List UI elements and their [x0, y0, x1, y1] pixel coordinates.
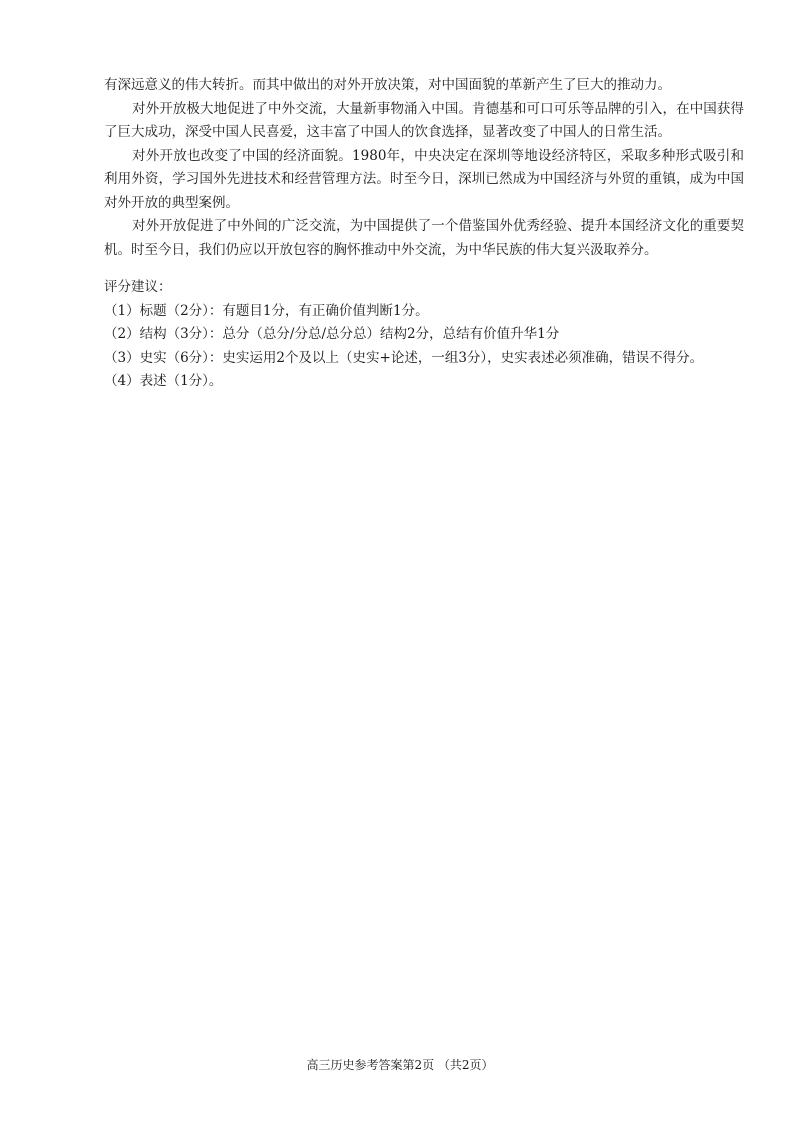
rubric-item-title: （1）标题（2分）：有题目1分，有正确价值判断1分。 [104, 302, 429, 319]
answer-content [104, 74, 744, 394]
rubric-title: 评分建议： [104, 279, 172, 295]
page-footer: 高三历史参考答案第2页 （共2页） [306, 1058, 494, 1072]
essay-paragraph-3: 对外开放也改变了中国的经济面貌。1980年，中央决定在深圳等地设经济特区，采取多种形式吸引和利用外资，学习国外先进技术和经营管理方法。时至今日，深圳已然成为中国经济与外贸的重镇，成为中国对外开放的典型案例。 [104, 147, 744, 211]
essay-paragraph-4: 对外开放促进了中外间的广泛交流，为中国提供了一个借鉴国外优秀经验、提升本国经济文化的重要契机。时至今日，我们仍应以开放包容的胸怀推动中外交流，为中华民族的伟大复兴汲取养分。 [104, 218, 744, 258]
rubric-list [104, 300, 744, 394]
essay-paragraph-1: 有深远意义的伟大转折。而其中做出的对外开放决策，对中国面貌的革新产生了巨大的推动力。 [104, 77, 671, 93]
rubric-item-expression: （4）表述（1分）。 [104, 373, 223, 389]
rubric-item-structure: （2）结构（3分）：总分（总分/分总/总分总）结构2分，总结有价值升华1分 [104, 326, 560, 342]
section-spacer [104, 262, 744, 276]
essay-paragraph-2: 对外开放极大地促进了中外交流，大量新事物涌入中国。肯德基和可口可乐等品牌的引入，在中国获得了巨大成功，深受中国人民喜爱，这丰富了中国人的饮食选择，显著改变了中国人的日常生活。 [104, 100, 744, 140]
rubric-item-facts: （3）史实（6分）：史实运用2个及以上（史实+论述，一组3分），史实表述必须准确，错误不得分。 [104, 349, 704, 366]
